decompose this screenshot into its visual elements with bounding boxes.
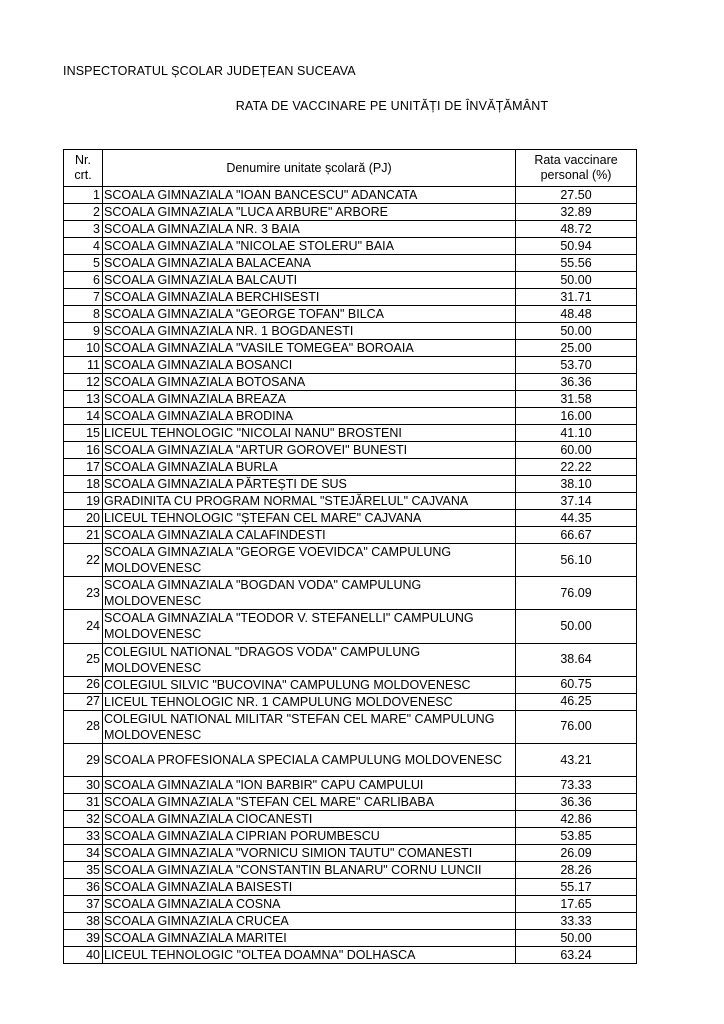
- school-name: SCOALA GIMNAZIALA CALAFINDESTI: [103, 527, 516, 544]
- row-number: 39: [64, 930, 103, 947]
- school-name: SCOALA GIMNAZIALA BRODINA: [103, 408, 516, 425]
- vaccination-rate: 43.21: [516, 743, 637, 776]
- table-row: [64, 676, 637, 693]
- row-number: 27: [64, 693, 103, 710]
- vaccination-rate: 63.24: [516, 947, 637, 964]
- table-row: [64, 289, 637, 306]
- school-name: SCOALA GIMNAZIALA NR. 3 BAIA: [103, 221, 516, 238]
- table-row: [64, 493, 637, 510]
- row-number: 2: [64, 204, 103, 221]
- table-row: [64, 777, 637, 794]
- school-name: COLEGIUL SILVIC "BUCOVINA" CAMPULUNG MOLDOVENESC: [103, 676, 516, 693]
- school-name: SCOALA GIMNAZIALA BALCAUTI: [103, 272, 516, 289]
- row-number: 14: [64, 408, 103, 425]
- column-header-nr-line1: Nr.: [75, 153, 91, 167]
- table-row: [64, 238, 637, 255]
- row-number: 11: [64, 357, 103, 374]
- vaccination-rate: 66.67: [516, 527, 637, 544]
- school-name: SCOALA PROFESIONALA SPECIALA CAMPULUNG MOLDOVENESC: [103, 743, 516, 776]
- table-row: [64, 340, 637, 357]
- row-number: 19: [64, 493, 103, 510]
- vaccination-rate: 42.86: [516, 811, 637, 828]
- table-row: [64, 527, 637, 544]
- table-row: [64, 845, 637, 862]
- table-row: [64, 221, 637, 238]
- row-number: 21: [64, 527, 103, 544]
- row-number: 17: [64, 459, 103, 476]
- school-name: SCOALA GIMNAZIALA "STEFAN CEL MARE" CARLIBABA: [103, 794, 516, 811]
- table-row: [64, 577, 637, 610]
- table-row: [64, 391, 637, 408]
- school-name: SCOALA GIMNAZIALA BERCHISESTI: [103, 289, 516, 306]
- vaccination-rate: 38.10: [516, 476, 637, 493]
- vaccination-rate: 56.10: [516, 544, 637, 577]
- row-number: 7: [64, 289, 103, 306]
- school-name: SCOALA GIMNAZIALA "VORNICU SIMION TAUTU" COMANESTI: [103, 845, 516, 862]
- vaccination-rate: 46.25: [516, 693, 637, 710]
- row-number: 34: [64, 845, 103, 862]
- table-row: [64, 323, 637, 340]
- row-number: 12: [64, 374, 103, 391]
- organization-name: INSPECTORATUL ȘCOLAR JUDEȚEAN SUCEAVA: [63, 64, 356, 78]
- school-name: SCOALA GIMNAZIALA BAISESTI: [103, 879, 516, 896]
- table-row: [64, 510, 637, 527]
- column-header-nr: [64, 150, 103, 187]
- vaccination-rate: 53.85: [516, 828, 637, 845]
- school-name: LICEUL TEHNOLOGIC NR. 1 CAMPULUNG MOLDOVENESC: [103, 693, 516, 710]
- table-row: [64, 272, 637, 289]
- school-name: SCOALA GIMNAZIALA CRUCEA: [103, 913, 516, 930]
- school-name: LICEUL TEHNOLOGIC "OLTEA DOAMNA" DOLHASCA: [103, 947, 516, 964]
- vaccination-rate: 41.10: [516, 425, 637, 442]
- vaccination-rate: 73.33: [516, 777, 637, 794]
- school-name: SCOALA GIMNAZIALA "TEODOR V. STEFANELLI" CAMPULUNG MOLDOVENESC: [103, 610, 516, 643]
- column-header-rate-line2: personal (%): [540, 168, 612, 182]
- vaccination-rate: 50.00: [516, 610, 637, 643]
- row-number: 18: [64, 476, 103, 493]
- vaccination-table: [63, 149, 637, 964]
- vaccination-rate: 50.00: [516, 323, 637, 340]
- vaccination-rate: 48.72: [516, 221, 637, 238]
- school-name: SCOALA GIMNAZIALA BOSANCI: [103, 357, 516, 374]
- table-row: [64, 459, 637, 476]
- column-header-nr-line2: crt.: [74, 168, 92, 182]
- column-header-name: Denumire unitate școlară (PJ): [103, 150, 516, 187]
- table-row: [64, 710, 637, 743]
- table-row: [64, 879, 637, 896]
- vaccination-rate: 31.58: [516, 391, 637, 408]
- row-number: 8: [64, 306, 103, 323]
- column-header-rate-line1: Rata vaccinare: [534, 153, 618, 167]
- school-name: SCOALA GIMNAZIALA MARITEI: [103, 930, 516, 947]
- row-number: 10: [64, 340, 103, 357]
- row-number: 36: [64, 879, 103, 896]
- table-row: [64, 187, 637, 204]
- row-number: 16: [64, 442, 103, 459]
- table-row: [64, 743, 637, 776]
- vaccination-rate: 27.50: [516, 187, 637, 204]
- table-row: [64, 862, 637, 879]
- school-name: SCOALA GIMNAZIALA "LUCA ARBURE" ARBORE: [103, 204, 516, 221]
- vaccination-rate: 28.26: [516, 862, 637, 879]
- school-name: SCOALA GIMNAZIALA "NICOLAE STOLERU" BAIA: [103, 238, 516, 255]
- table-row: [64, 913, 637, 930]
- table-row: [64, 374, 637, 391]
- table-header: [64, 150, 637, 187]
- row-number: 25: [64, 643, 103, 676]
- table-row: [64, 255, 637, 272]
- vaccination-rate: 55.56: [516, 255, 637, 272]
- vaccination-rate: 32.89: [516, 204, 637, 221]
- row-number: 29: [64, 743, 103, 776]
- school-name: SCOALA GIMNAZIALA "CONSTANTIN BLANARU" CORNU LUNCII: [103, 862, 516, 879]
- vaccination-rate: 38.64: [516, 643, 637, 676]
- vaccination-rate: 60.00: [516, 442, 637, 459]
- row-number: 5: [64, 255, 103, 272]
- table-row: [64, 476, 637, 493]
- table-body: [64, 187, 637, 964]
- table-row: [64, 544, 637, 577]
- row-number: 33: [64, 828, 103, 845]
- school-name: COLEGIUL NATIONAL MILITAR "STEFAN CEL MARE" CAMPULUNG MOLDOVENESC: [103, 710, 516, 743]
- table-row: [64, 408, 637, 425]
- vaccination-rate: 33.33: [516, 913, 637, 930]
- row-number: 31: [64, 794, 103, 811]
- school-name: COLEGIUL NATIONAL "DRAGOS VODA" CAMPULUNG MOLDOVENESC: [103, 643, 516, 676]
- school-name: SCOALA GIMNAZIALA "BOGDAN VODA" CAMPULUNG MOLDOVENESC: [103, 577, 516, 610]
- school-name: SCOALA GIMNAZIALA "ION BARBIR" CAPU CAMPULUI: [103, 777, 516, 794]
- vaccination-rate: 53.70: [516, 357, 637, 374]
- vaccination-rate: 50.94: [516, 238, 637, 255]
- vaccination-rate: 36.36: [516, 374, 637, 391]
- page-title: RATA DE VACCINARE PE UNITĂȚI DE ÎNVĂȚĂMÂNT: [235, 99, 549, 113]
- school-name: SCOALA GIMNAZIALA "GEORGE TOFAN" BILCA: [103, 306, 516, 323]
- row-number: 15: [64, 425, 103, 442]
- row-number: 3: [64, 221, 103, 238]
- vaccination-rate: 76.09: [516, 577, 637, 610]
- row-number: 20: [64, 510, 103, 527]
- row-number: 35: [64, 862, 103, 879]
- school-name: SCOALA GIMNAZIALA COSNA: [103, 896, 516, 913]
- table-row: [64, 442, 637, 459]
- school-name: SCOALA GIMNAZIALA CIOCANESTI: [103, 811, 516, 828]
- vaccination-rate: 26.09: [516, 845, 637, 862]
- vaccination-rate: 48.48: [516, 306, 637, 323]
- column-header-rate: [516, 150, 637, 187]
- vaccination-rate: 31.71: [516, 289, 637, 306]
- vaccination-rate: 36.36: [516, 794, 637, 811]
- table-row: [64, 357, 637, 374]
- row-number: 24: [64, 610, 103, 643]
- row-number: 40: [64, 947, 103, 964]
- table-row: [64, 930, 637, 947]
- table-row: [64, 693, 637, 710]
- school-name: SCOALA GIMNAZIALA BALACEANA: [103, 255, 516, 272]
- school-name: SCOALA GIMNAZIALA NR. 1 BOGDANESTI: [103, 323, 516, 340]
- vaccination-rate: 55.17: [516, 879, 637, 896]
- vaccination-rate: 25.00: [516, 340, 637, 357]
- table-row: [64, 425, 637, 442]
- school-name: LICEUL TEHNOLOGIC "NICOLAI NANU" BROSTENI: [103, 425, 516, 442]
- row-number: 22: [64, 544, 103, 577]
- row-number: 38: [64, 913, 103, 930]
- vaccination-rate: 50.00: [516, 930, 637, 947]
- row-number: 32: [64, 811, 103, 828]
- table-row: [64, 811, 637, 828]
- table-row: [64, 828, 637, 845]
- school-name: SCOALA GIMNAZIALA BREAZA: [103, 391, 516, 408]
- school-name: GRADINITA CU PROGRAM NORMAL "STEJĂRELUL" CAJVANA: [103, 493, 516, 510]
- vaccination-rate: 76.00: [516, 710, 637, 743]
- school-name: SCOALA GIMNAZIALA CIPRIAN PORUMBESCU: [103, 828, 516, 845]
- row-number: 37: [64, 896, 103, 913]
- vaccination-rate: 60.75: [516, 676, 637, 693]
- vaccination-rate: 22.22: [516, 459, 637, 476]
- school-name: SCOALA GIMNAZIALA "VASILE TOMEGEA" BOROAIA: [103, 340, 516, 357]
- school-name: SCOALA GIMNAZIALA "IOAN BANCESCU" ADANCATA: [103, 187, 516, 204]
- school-name: LICEUL TEHNOLOGIC "ȘTEFAN CEL MARE" CAJVANA: [103, 510, 516, 527]
- row-number: 13: [64, 391, 103, 408]
- vaccination-rate: 50.00: [516, 272, 637, 289]
- table-row: [64, 896, 637, 913]
- school-name: SCOALA GIMNAZIALA "ARTUR GOROVEI" BUNESTI: [103, 442, 516, 459]
- vaccination-rate: 17.65: [516, 896, 637, 913]
- row-number: 6: [64, 272, 103, 289]
- row-number: 4: [64, 238, 103, 255]
- table-row: [64, 610, 637, 643]
- table-row: [64, 204, 637, 221]
- vaccination-rate: 44.35: [516, 510, 637, 527]
- table-row: [64, 643, 637, 676]
- row-number: 9: [64, 323, 103, 340]
- school-name: SCOALA GIMNAZIALA PĂRTEȘTI DE SUS: [103, 476, 516, 493]
- school-name: SCOALA GIMNAZIALA BURLA: [103, 459, 516, 476]
- school-name: SCOALA GIMNAZIALA BOTOSANA: [103, 374, 516, 391]
- row-number: 23: [64, 577, 103, 610]
- table-row: [64, 947, 637, 964]
- table-row: [64, 794, 637, 811]
- vaccination-rate: 16.00: [516, 408, 637, 425]
- row-number: 1: [64, 187, 103, 204]
- school-name: SCOALA GIMNAZIALA "GEORGE VOEVIDCA" CAMPULUNG MOLDOVENESC: [103, 544, 516, 577]
- table-row: [64, 306, 637, 323]
- vaccination-rate: 37.14: [516, 493, 637, 510]
- row-number: 28: [64, 710, 103, 743]
- row-number: 30: [64, 777, 103, 794]
- row-number: 26: [64, 676, 103, 693]
